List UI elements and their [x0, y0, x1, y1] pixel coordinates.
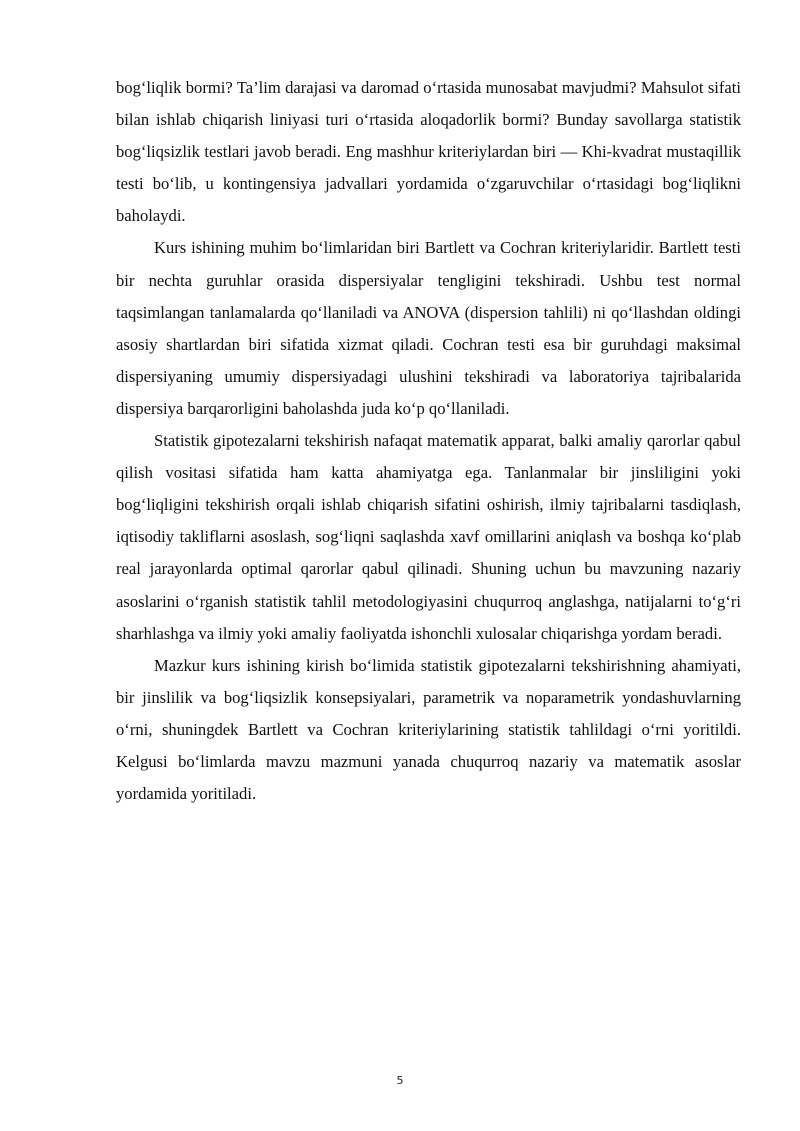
document-page: [116, 72, 741, 810]
paragraph-bartlett-cochran: Kurs ishining muhim bo‘limlaridan biri Bartlett va Cochran kriteriylaridir. Bartlett testi bir nechta guruhlar orasida dispersiyalar tengligini tekshiradi. Ushbu test normal taqsimlangan tanlamalarda qo‘llaniladi va ANOVA (dispersion tahlili) ni qo‘llashdan oldingi asosiy shartlardan biri sifatida xizmat qiladi. Cochran testi esa bir guruhdagi maksimal dispersiyaning umumiy dispersiyadagi ulushini tekshiradi va laboratoriya tajribalarida dispersiya barqarorligini baholashda juda ko‘p qo‘llaniladi.: [116, 238, 741, 418]
page-number: 5: [396, 1074, 404, 1087]
paragraph-continuation: bog‘liqlik bormi? Ta’lim darajasi va daromad o‘rtasida munosabat mavjudmi? Mahsulot sifati bilan ishlab chiqarish liniyasi turi o‘rtasida aloqadorlik bormi? Bunday savollarga statistik bog‘liqsizlik testlari javob beradi. Eng mashhur kriteriylardan biri — Khi-kvadrat mustaqillik testi bo‘lib, u kontingensiya jadvallari yordamida o‘zgaruvchilar o‘rtasidagi bog‘liqlikni baholaydi.: [116, 78, 741, 226]
paragraph-conclusion: Mazkur kurs ishining kirish bo‘limida statistik gipotezalarni tekshirishning ahamiyati, bir jinslilik va bog‘liqsizlik konsepsiyalari, parametrik va noparametrik yondashuvlarning o‘rni, shuningdek Bartlett va Cochran kriteriylarining statistik tahlildagi o‘rni yoritildi. Kelgusi bo‘limlarda mavzu mazmuni yanada chuqurroq nazariy va matematik asoslar yordamida yoritiladi.: [116, 655, 741, 804]
paragraph-hypothesis-testing: Statistik gipotezalarni tekshirish nafaqat matematik apparat, balki amaliy qarorlar qabul qilish vositasi sifatida ham katta ahamiyatga ega. Tanlanmalar bir jinsliligini yoki bog‘liqligini tekshirish orqali ishlab chiqarish sifatini oshirish, ilmiy tajribalarni tasdiqlash, iqtisodiy takliflarni asoslash, sog‘liqni saqlashda xavf omillarini aniqlash va boshqa ko‘plab real jarayonlarda optimal qarorlar qabul qilinadi. Shuning uchun bu mavzuning nazariy asoslarini o‘rganish statistik tahlil metodologiyasini chuqurroq anglashga, natijalarni to‘g‘ri sharhlashga va ilmiy yoki amaliy faoliyatda ishonchli xulosalar chiqarishga yordam beradi.: [116, 431, 741, 643]
